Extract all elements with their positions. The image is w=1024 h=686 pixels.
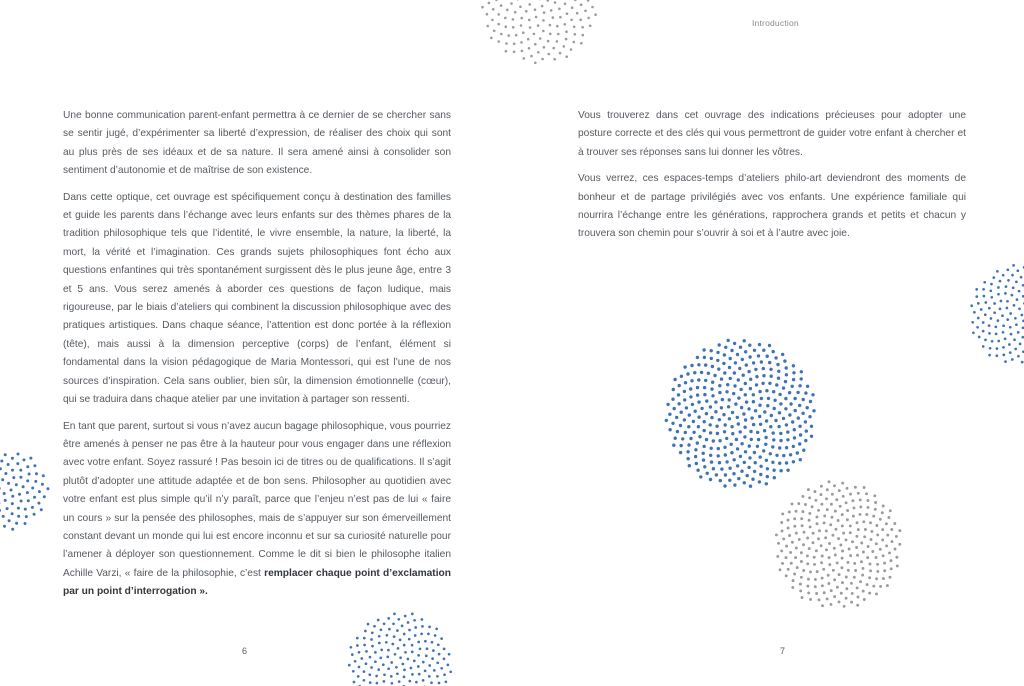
right-page	[512, 0, 1024, 686]
paragraph: Une bonne communication parent-enfant permettra à ce dernier de se chercher sans se sentir jugé, d’expérimenter sa liberté d’expression, de réaliser des choix qui sont au plus près de ses idéaux et de sa nature. Il sera amené ainsi à consolider son sentiment d’autonomie et de maîtrise de son existence.	[63, 110, 451, 177]
right-page-text	[578, 107, 966, 252]
running-head: Introduction	[752, 18, 799, 28]
quote-emphasis: remplacer chaque point d’exclamation par un point d’interrogation ».	[63, 567, 451, 598]
paragraph: Dans cette optique, cet ouvrage est spécifiquement conçu à destination des familles et guide les parents dans l’échange avec leurs enfants sur des thèmes phares de la tradition philosophique tels que l’identité, le vivre ensemble, la nature, la liberté, la mort, la vérité et l’imagination. Ces grands sujets philosophiques font écho aux questions enfantines qui très spontanément surgissent dès le plus jeune âge, entre 3 et 5 ans. Vous serez amenés à aborder ces questions de façon ludique, mais rigoureuse, par le biais d’ateliers qui combinent la discussion philosophique avec des pratiques artistiques. Dans chaque séance, l’attention est donc portée à la réflexion (tête), mais aussi à la dimension perceptive (corps) de l’enfant, élément si fondamental dans la vision pédagogique de Maria Montessori, qui est l’une de nos sources d’inspiration. Cela sans oublier, bien sûr, la dimension émotionnelle (cœur), qui se traduira dans chaque atelier par une invitation à partager son ressenti.	[63, 191, 451, 406]
page-number-right: 7	[780, 646, 786, 656]
page-number-left: 6	[242, 646, 248, 656]
paragraph	[63, 418, 451, 602]
paragraph-text: En tant que parent, surtout si vous n’avez aucun bagage philosophique, vous pourriez être amenés à penser ne pas être à la hauteur pour vous engager dans une réflexion avec votre enfant. Soyez rassuré ! Pas besoin ici de titres ou de qualifications. Il s’agit plutôt d’adopter une attitude adaptée et de bon sens. Philosopher au quotidien avec votre enfant est plus simple qu’il n’y paraît, parce que l’enjeu n’est pas de lui « faire un cours » sur la pensée des philosophes, mais de s’appuyer sur son émerveillement constant devant un monde qui lui est encore inconnu et sur sa curiosité naturelle pour l’amener à déployer son questionnement. Comme le dit si bien le philosophe italien Achille Varzi, « faire de la philosophie, c’est	[63, 420, 451, 579]
paragraph: Vous trouverez dans cet ouvrage des indications précieuses pour adopter une posture correcte et des clés qui vous permettront de guider votre enfant à chercher et à trouver ses réponses sans lui donner les vôtres.	[578, 110, 966, 158]
left-page-text	[63, 107, 451, 610]
paragraph: Vous verrez, ces espaces-temps d’ateliers philo-art deviendront des moments de bonheur et de partage privilégiés avec vos enfants. Une expérience familiale qui nourrira l’échange entre les générations, rapprochera grands et petits et chacun y trouvera son chemin pour s’ouvrir à soi et à l’autre avec joie.	[578, 173, 966, 240]
